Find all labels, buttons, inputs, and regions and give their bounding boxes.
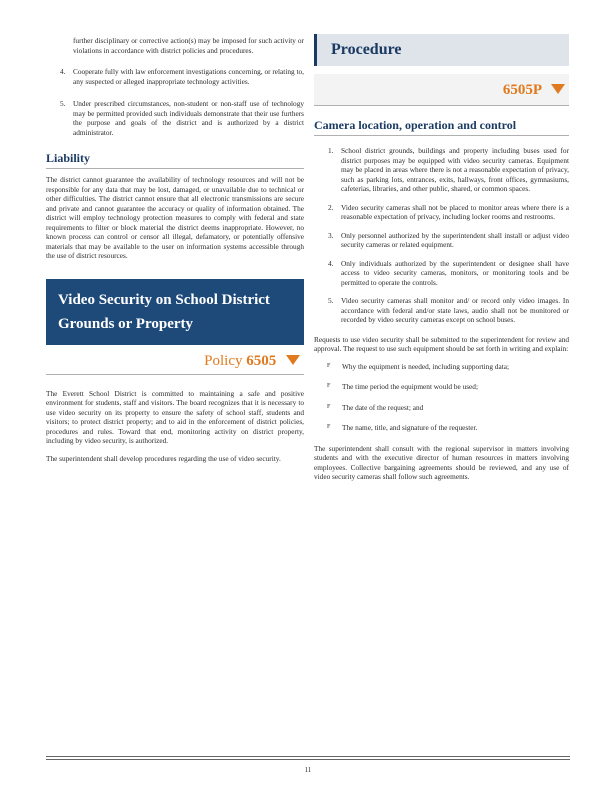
- procedure-number: 6505P: [502, 82, 542, 98]
- list-item-number: 5.: [328, 296, 334, 305]
- footer-rule: [46, 756, 570, 760]
- list-item-number: 4.: [60, 67, 66, 76]
- bullet-marker: F: [327, 424, 331, 430]
- policy-paragraph-1: The Everett School District is committed to maintaining a safe and positive environment for students, staff and visitors. The board recognizes that it is necessary to use video security on its property to ensure the safety of school staff, students and visitors; to protect district property; and to aid in the enforcement of district policies, procedures and rules. Toward that end, monitoring activity on district property, including by video security, is authorized.: [46, 388, 304, 445]
- bullet-text: Why the equipment is needed, including supporting data;: [342, 361, 509, 371]
- list-item-number: 3.: [328, 230, 334, 240]
- bullet-marker: F: [327, 383, 331, 389]
- triangle-down-icon: [551, 84, 565, 94]
- closing-paragraph: The superintendent shall consult with the regional supervisor in matters involving students and with the executive director of human resources in matters involving employees. Collective bargaining agreements should be reviewed, and any use of video security cameras shall follow such agreements.: [314, 443, 569, 481]
- bullet-text: The date of the request; and: [342, 402, 424, 412]
- list-item: [314, 231, 569, 250]
- right-column: [314, 0, 569, 482]
- list-item: [314, 259, 569, 288]
- camera-section-heading: Camera location, operation and control: [314, 118, 569, 136]
- left-column: [46, 0, 304, 463]
- list-item-text: Under prescribed circumstances, non-student or non-staff use of technology may be permitted provided such individuals demonstrate that their use furthers the purpose and goals of the district and is authorized by a district administrator.: [73, 99, 304, 137]
- list-item-number: 4.: [328, 258, 334, 268]
- bullet-marker: F: [327, 403, 331, 410]
- procedure-number-row: [314, 74, 569, 106]
- policy-title-banner: [46, 279, 304, 345]
- list-item-text: School district grounds, buildings and property including buses used for district purposes may be equipped with video security cameras. Equipment may be placed in areas where there is not a reasonable expectation of privacy, such as parking lots, entrances, exits, hallways, front offices, gymnasiums, cafeterias, libraries, and other public, shared, or common spaces.: [341, 146, 569, 193]
- list-item: [314, 296, 569, 325]
- bullet-marker: F: [327, 362, 331, 369]
- procedure-heading: Procedure: [314, 34, 569, 66]
- bullet-item: [314, 382, 569, 392]
- page-number: 11: [304, 766, 312, 774]
- list-item-text: Video security cameras shall monitor and/ or record only video images. In accordance with federal and/or state laws, audio shall not be monitored or recorded by video security cameras except on school buses.: [341, 296, 569, 324]
- list-item: [314, 203, 569, 222]
- policy-paragraph-2: The superintendent shall develop procedures regarding the use of video security.: [46, 453, 281, 463]
- banner-line-2: Grounds or Property: [58, 315, 194, 332]
- list-item-number: 5.: [60, 99, 66, 108]
- bullet-item: [314, 403, 569, 413]
- triangle-down-icon: [286, 355, 300, 365]
- requests-paragraph: Requests to use video security shall be submitted to the superintendent for review and approval. The request to use such equipment should be set forth in writing and explain:: [314, 334, 569, 353]
- bullet-text: The time period the equipment would be used;: [342, 382, 478, 391]
- list-item-text: Only individuals authorized by the superintendent or designee shall have access to video security cameras, monitors, or monitoring tools and be permitted to operate the controls.: [341, 258, 569, 287]
- list-item: [46, 99, 304, 137]
- policy-number: 6505: [246, 352, 277, 369]
- footer-divider: [46, 759, 570, 760]
- policy-label: Policy: [204, 352, 243, 369]
- continued-item-text: further disciplinary or corrective action(s) may be imposed for such activity or violations in accordance with district policies and procedures.: [73, 36, 304, 55]
- liability-paragraph: The district cannot guarantee the availability of technology resources and will not be responsible for any data that may be lost, damaged, or unavailable due to technical or other difficulties. The district cannot ensure that all electronic transmissions are secure and private and cannot guarantee the accuracy or quality of information obtained. The district will employ technology protection measures to comply with federal and state requirements to filter or block material the district deems inappropriate. However, no known process can control or censor all illegal, defamatory, or potentially offensive materials that may be available to the user on information systems accessible through the use of district resources.: [46, 175, 304, 260]
- list-item: [314, 146, 569, 194]
- procedure-list: [314, 146, 569, 325]
- banner-line-1: Video Security on School District: [58, 291, 270, 308]
- list-item-text: Cooperate fully with law enforcement investigations concerning, or relating to, any suspected or alleged inappropriate technology activities.: [73, 67, 304, 86]
- liability-heading: Liability: [46, 151, 304, 169]
- list-item: [46, 67, 304, 86]
- bullet-item: [314, 362, 569, 372]
- list-item-number: 2.: [328, 202, 334, 212]
- bullet-text: The name, title, and signature of the requester.: [342, 423, 478, 432]
- list-item-text: Only personnel authorized by the superintendent shall install or adjust video security cameras or related equipment.: [341, 230, 569, 249]
- list-item-text: Video security cameras shall not be placed to monitor areas where there is a reasonable expectation of privacy, including locker rooms and restrooms.: [341, 202, 569, 221]
- policy-number-row: [46, 347, 304, 375]
- bullet-item: [314, 423, 569, 433]
- list-item-number: 1.: [328, 146, 334, 155]
